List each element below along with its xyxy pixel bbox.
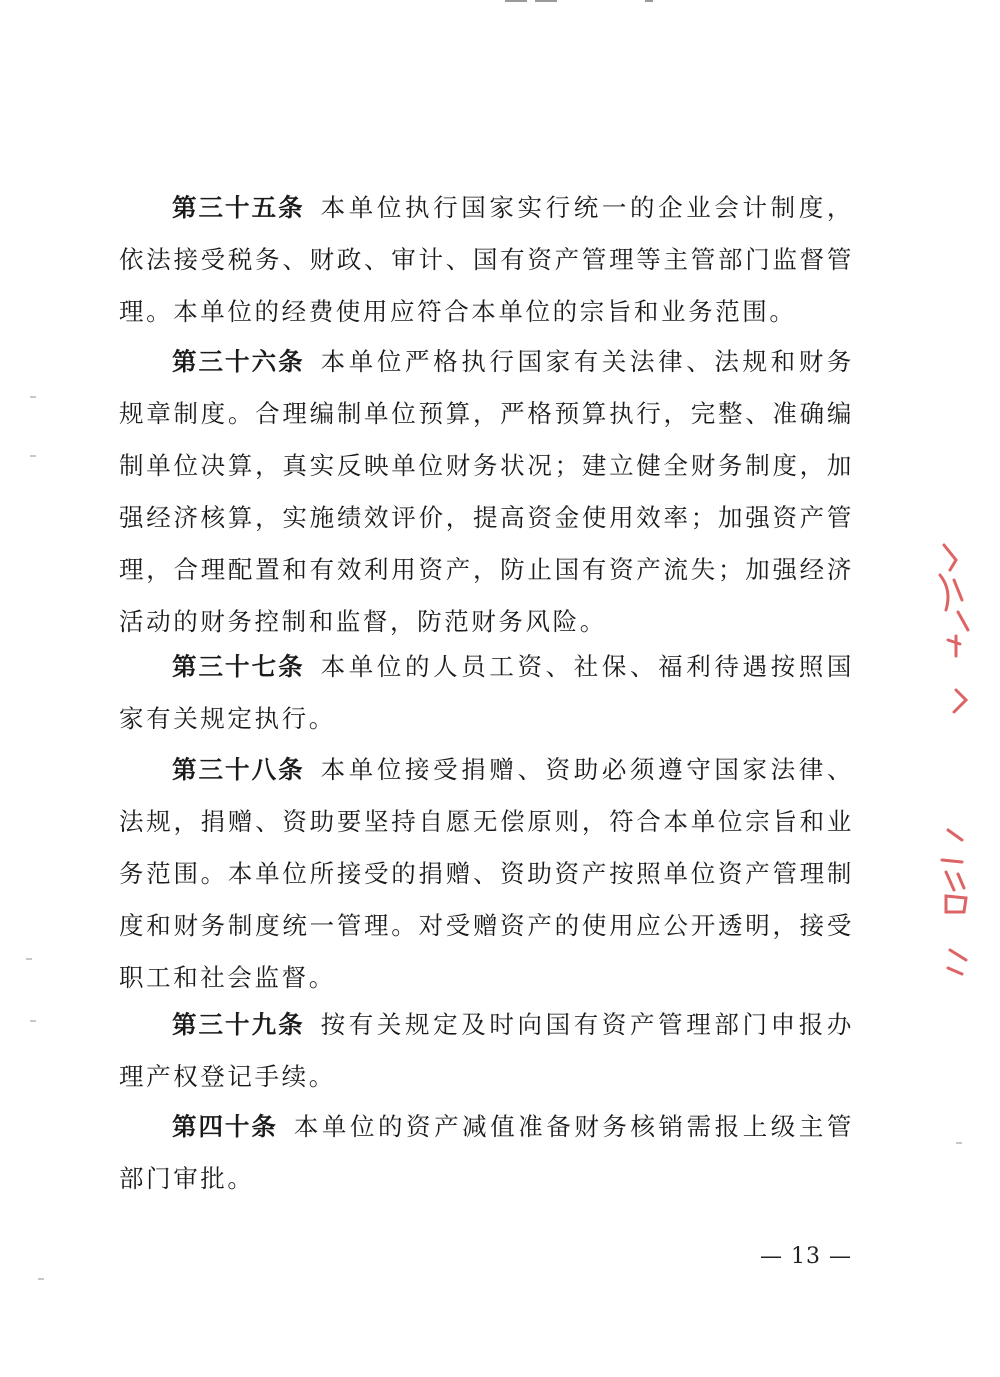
scan-edge-marks (505, 0, 653, 2)
article-37 (119, 641, 854, 745)
scan-speck (30, 455, 36, 457)
article-number: 第四十条 (172, 1112, 278, 1141)
article-number: 第三十六条 (172, 347, 305, 376)
article-number: 第三十七条 (172, 652, 305, 681)
article-38 (119, 744, 854, 1004)
article-text: 本单位的资产减值准备财务核销需报上级主管部门审批。 (119, 1112, 854, 1193)
page-number: — 13 — (760, 1244, 852, 1269)
article-36 (119, 336, 854, 648)
article-text: 本单位执行国家实行统一的企业会计制度，依法接受税务、财政、审计、国有资产管理等主管部门监督管理。本单位的经费使用应符合本单位的宗旨和业务范围。 (119, 193, 855, 326)
article-text: 按有关规定及时向国有资产管理部门申报办理产权登记手续。 (119, 1010, 855, 1091)
scan-speck (30, 1020, 36, 1022)
scan-speck (30, 396, 36, 398)
article-39 (119, 999, 854, 1103)
article-text: 本单位接受捐赠、资助必须遵守国家法律、法规，捐赠、资助要坚持自愿无偿原则，符合本单位宗旨和业务范围。本单位所接受的捐赠、资助资产按照单位资产管理制度和财务制度统一管理。对受赠资产的使用应公开透明，接受职工和社会监督。 (119, 755, 855, 992)
scan-speck (38, 1278, 44, 1280)
article-number: 第三十九条 (172, 1010, 305, 1039)
scan-speck (956, 1142, 962, 1144)
article-number: 第三十八条 (172, 755, 305, 784)
article-40 (119, 1101, 854, 1205)
article-text: 本单位的人员工资、社保、福利待遇按照国家有关规定执行。 (119, 652, 855, 733)
seal-stamp-icon (926, 540, 986, 1000)
article-35 (119, 182, 854, 338)
article-text: 本单位严格执行国家有关法律、法规和财务规章制度。合理编制单位预算，严格预算执行，完整、准确编制单位决算，真实反映单位财务状况；建立健全财务制度，加强经济核算，实施绩效评价，提高资金使用效率；加强资产管理，合理配置和有效利用资产，防止国有资产流失；加强经济活动的财务控制和监督，防范财务风险。 (119, 347, 855, 636)
scan-speck (26, 958, 32, 960)
article-number: 第三十五条 (172, 193, 305, 222)
